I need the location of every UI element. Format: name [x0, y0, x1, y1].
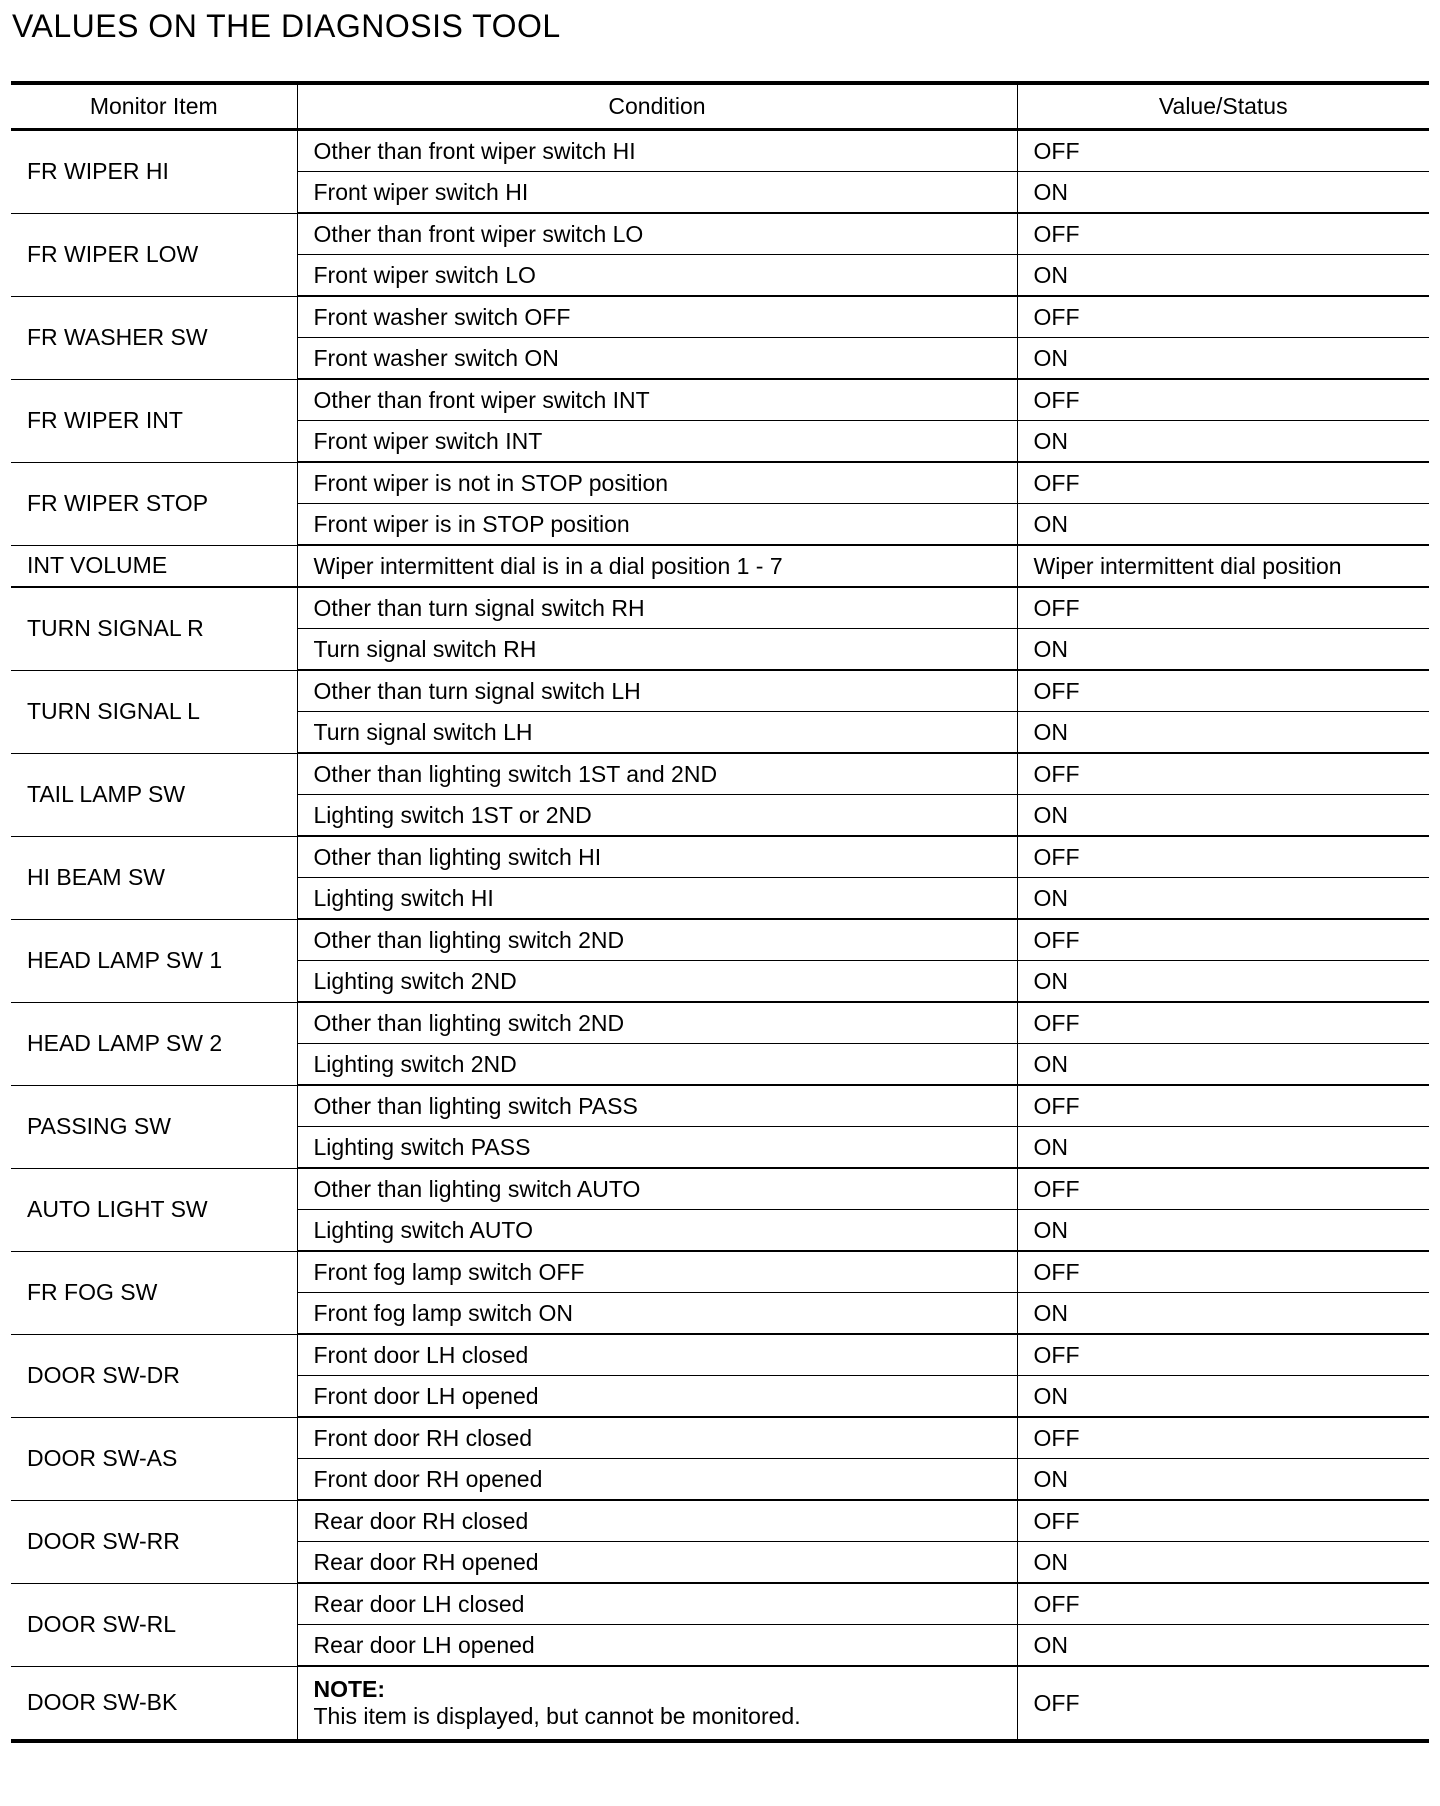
monitor-item-cell: TAIL LAMP SW	[11, 753, 297, 836]
condition-cell: Front fog lamp switch OFF	[297, 1251, 1017, 1293]
value-status-cell: ON	[1017, 712, 1429, 754]
monitor-item-cell: FR FOG SW	[11, 1251, 297, 1334]
monitor-item-cell: DOOR SW-RL	[11, 1583, 297, 1666]
header-value-status: Value/Status	[1017, 83, 1429, 130]
condition-cell: Front door LH closed	[297, 1334, 1017, 1376]
table-row	[11, 462, 1429, 504]
value-status-cell: ON	[1017, 1459, 1429, 1501]
value-status-cell: OFF	[1017, 1417, 1429, 1459]
condition-cell: Turn signal switch RH	[297, 629, 1017, 671]
condition-cell: Front wiper switch INT	[297, 421, 1017, 463]
monitor-item-cell: HEAD LAMP SW 1	[11, 919, 297, 1002]
value-status-cell: OFF	[1017, 1500, 1429, 1542]
table-row	[11, 1334, 1429, 1376]
value-status-cell: OFF	[1017, 1334, 1429, 1376]
monitor-item-cell: TURN SIGNAL L	[11, 670, 297, 753]
value-status-cell: ON	[1017, 878, 1429, 920]
value-status-cell: ON	[1017, 795, 1429, 837]
value-status-cell: ON	[1017, 255, 1429, 297]
value-status-cell: ON	[1017, 1625, 1429, 1667]
condition-cell: Other than front wiper switch LO	[297, 213, 1017, 255]
condition-cell: Front wiper is in STOP position	[297, 504, 1017, 546]
table-row	[11, 1168, 1429, 1210]
condition-cell: Other than lighting switch PASS	[297, 1085, 1017, 1127]
condition-cell: Lighting switch HI	[297, 878, 1017, 920]
value-status-cell: OFF	[1017, 587, 1429, 629]
value-status-cell: ON	[1017, 1044, 1429, 1086]
condition-cell: Turn signal switch LH	[297, 712, 1017, 754]
condition-cell: Front door LH opened	[297, 1376, 1017, 1418]
table-row-note	[11, 1666, 1429, 1741]
condition-cell: Lighting switch PASS	[297, 1127, 1017, 1169]
table-row	[11, 130, 1429, 172]
value-status-cell: ON	[1017, 172, 1429, 214]
value-status-cell: OFF	[1017, 670, 1429, 712]
value-status-cell: ON	[1017, 338, 1429, 380]
monitor-item-cell: INT VOLUME	[11, 545, 297, 587]
header-condition: Condition	[297, 83, 1017, 130]
value-status-cell: OFF	[1017, 1666, 1429, 1741]
monitor-item-cell: FR WIPER STOP	[11, 462, 297, 545]
condition-cell: Rear door RH opened	[297, 1542, 1017, 1584]
value-status-cell: OFF	[1017, 213, 1429, 255]
condition-cell: Rear door LH opened	[297, 1625, 1017, 1667]
monitor-item-cell: FR WIPER INT	[11, 379, 297, 462]
value-status-cell: OFF	[1017, 1583, 1429, 1625]
value-status-cell: OFF	[1017, 1168, 1429, 1210]
table-row	[11, 753, 1429, 795]
condition-cell: Front wiper switch HI	[297, 172, 1017, 214]
table-row	[11, 1583, 1429, 1625]
value-status-cell: OFF	[1017, 1251, 1429, 1293]
condition-cell: Other than lighting switch 1ST and 2ND	[297, 753, 1017, 795]
table-body	[11, 130, 1429, 1742]
condition-cell: Other than lighting switch 2ND	[297, 919, 1017, 961]
table-row	[11, 1251, 1429, 1293]
condition-cell: Front washer switch OFF	[297, 296, 1017, 338]
value-status-cell: ON	[1017, 1376, 1429, 1418]
monitor-item-cell: HEAD LAMP SW 2	[11, 1002, 297, 1085]
header-monitor-item: Monitor Item	[11, 83, 297, 130]
value-status-cell: OFF	[1017, 379, 1429, 421]
value-status-cell: OFF	[1017, 462, 1429, 504]
condition-cell: Lighting switch 1ST or 2ND	[297, 795, 1017, 837]
condition-cell: Other than front wiper switch HI	[297, 130, 1017, 172]
monitor-item-cell: TURN SIGNAL R	[11, 587, 297, 670]
monitor-item-cell: FR WIPER HI	[11, 130, 297, 214]
table-header-row	[11, 83, 1429, 130]
condition-cell: Other than lighting switch AUTO	[297, 1168, 1017, 1210]
value-status-cell: OFF	[1017, 919, 1429, 961]
monitor-item-cell: DOOR SW-AS	[11, 1417, 297, 1500]
condition-cell: Front door RH closed	[297, 1417, 1017, 1459]
monitor-item-cell: FR WASHER SW	[11, 296, 297, 379]
condition-cell: Rear door LH closed	[297, 1583, 1017, 1625]
condition-cell: Other than front wiper switch INT	[297, 379, 1017, 421]
note-label: NOTE:	[313, 1676, 386, 1702]
condition-cell: Other than turn signal switch RH	[297, 587, 1017, 629]
table-row	[11, 1417, 1429, 1459]
value-status-cell: Wiper intermittent dial position	[1017, 545, 1429, 587]
note-text: This item is displayed, but cannot be monitored.	[313, 1703, 801, 1729]
monitor-item-cell: AUTO LIGHT SW	[11, 1168, 297, 1251]
value-status-cell: OFF	[1017, 836, 1429, 878]
value-status-cell: OFF	[1017, 1002, 1429, 1044]
monitor-item-cell: FR WIPER LOW	[11, 213, 297, 296]
condition-note-cell	[297, 1666, 1017, 1741]
condition-cell: Front fog lamp switch ON	[297, 1293, 1017, 1335]
diagnosis-values-table	[11, 81, 1429, 1743]
table-row	[11, 587, 1429, 629]
value-status-cell: ON	[1017, 1542, 1429, 1584]
condition-cell: Other than lighting switch 2ND	[297, 1002, 1017, 1044]
monitor-item-cell: PASSING SW	[11, 1085, 297, 1168]
value-status-cell: ON	[1017, 1293, 1429, 1335]
condition-cell: Lighting switch AUTO	[297, 1210, 1017, 1252]
condition-cell: Lighting switch 2ND	[297, 961, 1017, 1003]
value-status-cell: OFF	[1017, 130, 1429, 172]
value-status-cell: ON	[1017, 421, 1429, 463]
condition-cell: Front door RH opened	[297, 1459, 1017, 1501]
value-status-cell: OFF	[1017, 753, 1429, 795]
table-row	[11, 1500, 1429, 1542]
value-status-cell: ON	[1017, 1210, 1429, 1252]
table-row	[11, 1002, 1429, 1044]
monitor-item-cell: DOOR SW-RR	[11, 1500, 297, 1583]
condition-cell: Front washer switch ON	[297, 338, 1017, 380]
condition-cell: Wiper intermittent dial is in a dial position 1 - 7	[297, 545, 1017, 587]
table-row	[11, 545, 1429, 587]
table-row	[11, 919, 1429, 961]
condition-cell: Rear door RH closed	[297, 1500, 1017, 1542]
condition-cell: Other than turn signal switch LH	[297, 670, 1017, 712]
condition-cell: Front wiper switch LO	[297, 255, 1017, 297]
value-status-cell: OFF	[1017, 1085, 1429, 1127]
value-status-cell: ON	[1017, 1127, 1429, 1169]
value-status-cell: OFF	[1017, 296, 1429, 338]
table-row	[11, 296, 1429, 338]
value-status-cell: ON	[1017, 504, 1429, 546]
table-row	[11, 836, 1429, 878]
page-title: VALUES ON THE DIAGNOSIS TOOL	[12, 8, 561, 44]
table-row	[11, 670, 1429, 712]
monitor-item-cell: HI BEAM SW	[11, 836, 297, 919]
condition-cell: Front wiper is not in STOP position	[297, 462, 1017, 504]
monitor-item-cell: DOOR SW-DR	[11, 1334, 297, 1417]
value-status-cell: ON	[1017, 629, 1429, 671]
table-row	[11, 213, 1429, 255]
monitor-item-cell: DOOR SW-BK	[11, 1666, 297, 1741]
table-row	[11, 1085, 1429, 1127]
condition-cell: Lighting switch 2ND	[297, 1044, 1017, 1086]
condition-cell: Other than lighting switch HI	[297, 836, 1017, 878]
table-row	[11, 379, 1429, 421]
value-status-cell: ON	[1017, 961, 1429, 1003]
